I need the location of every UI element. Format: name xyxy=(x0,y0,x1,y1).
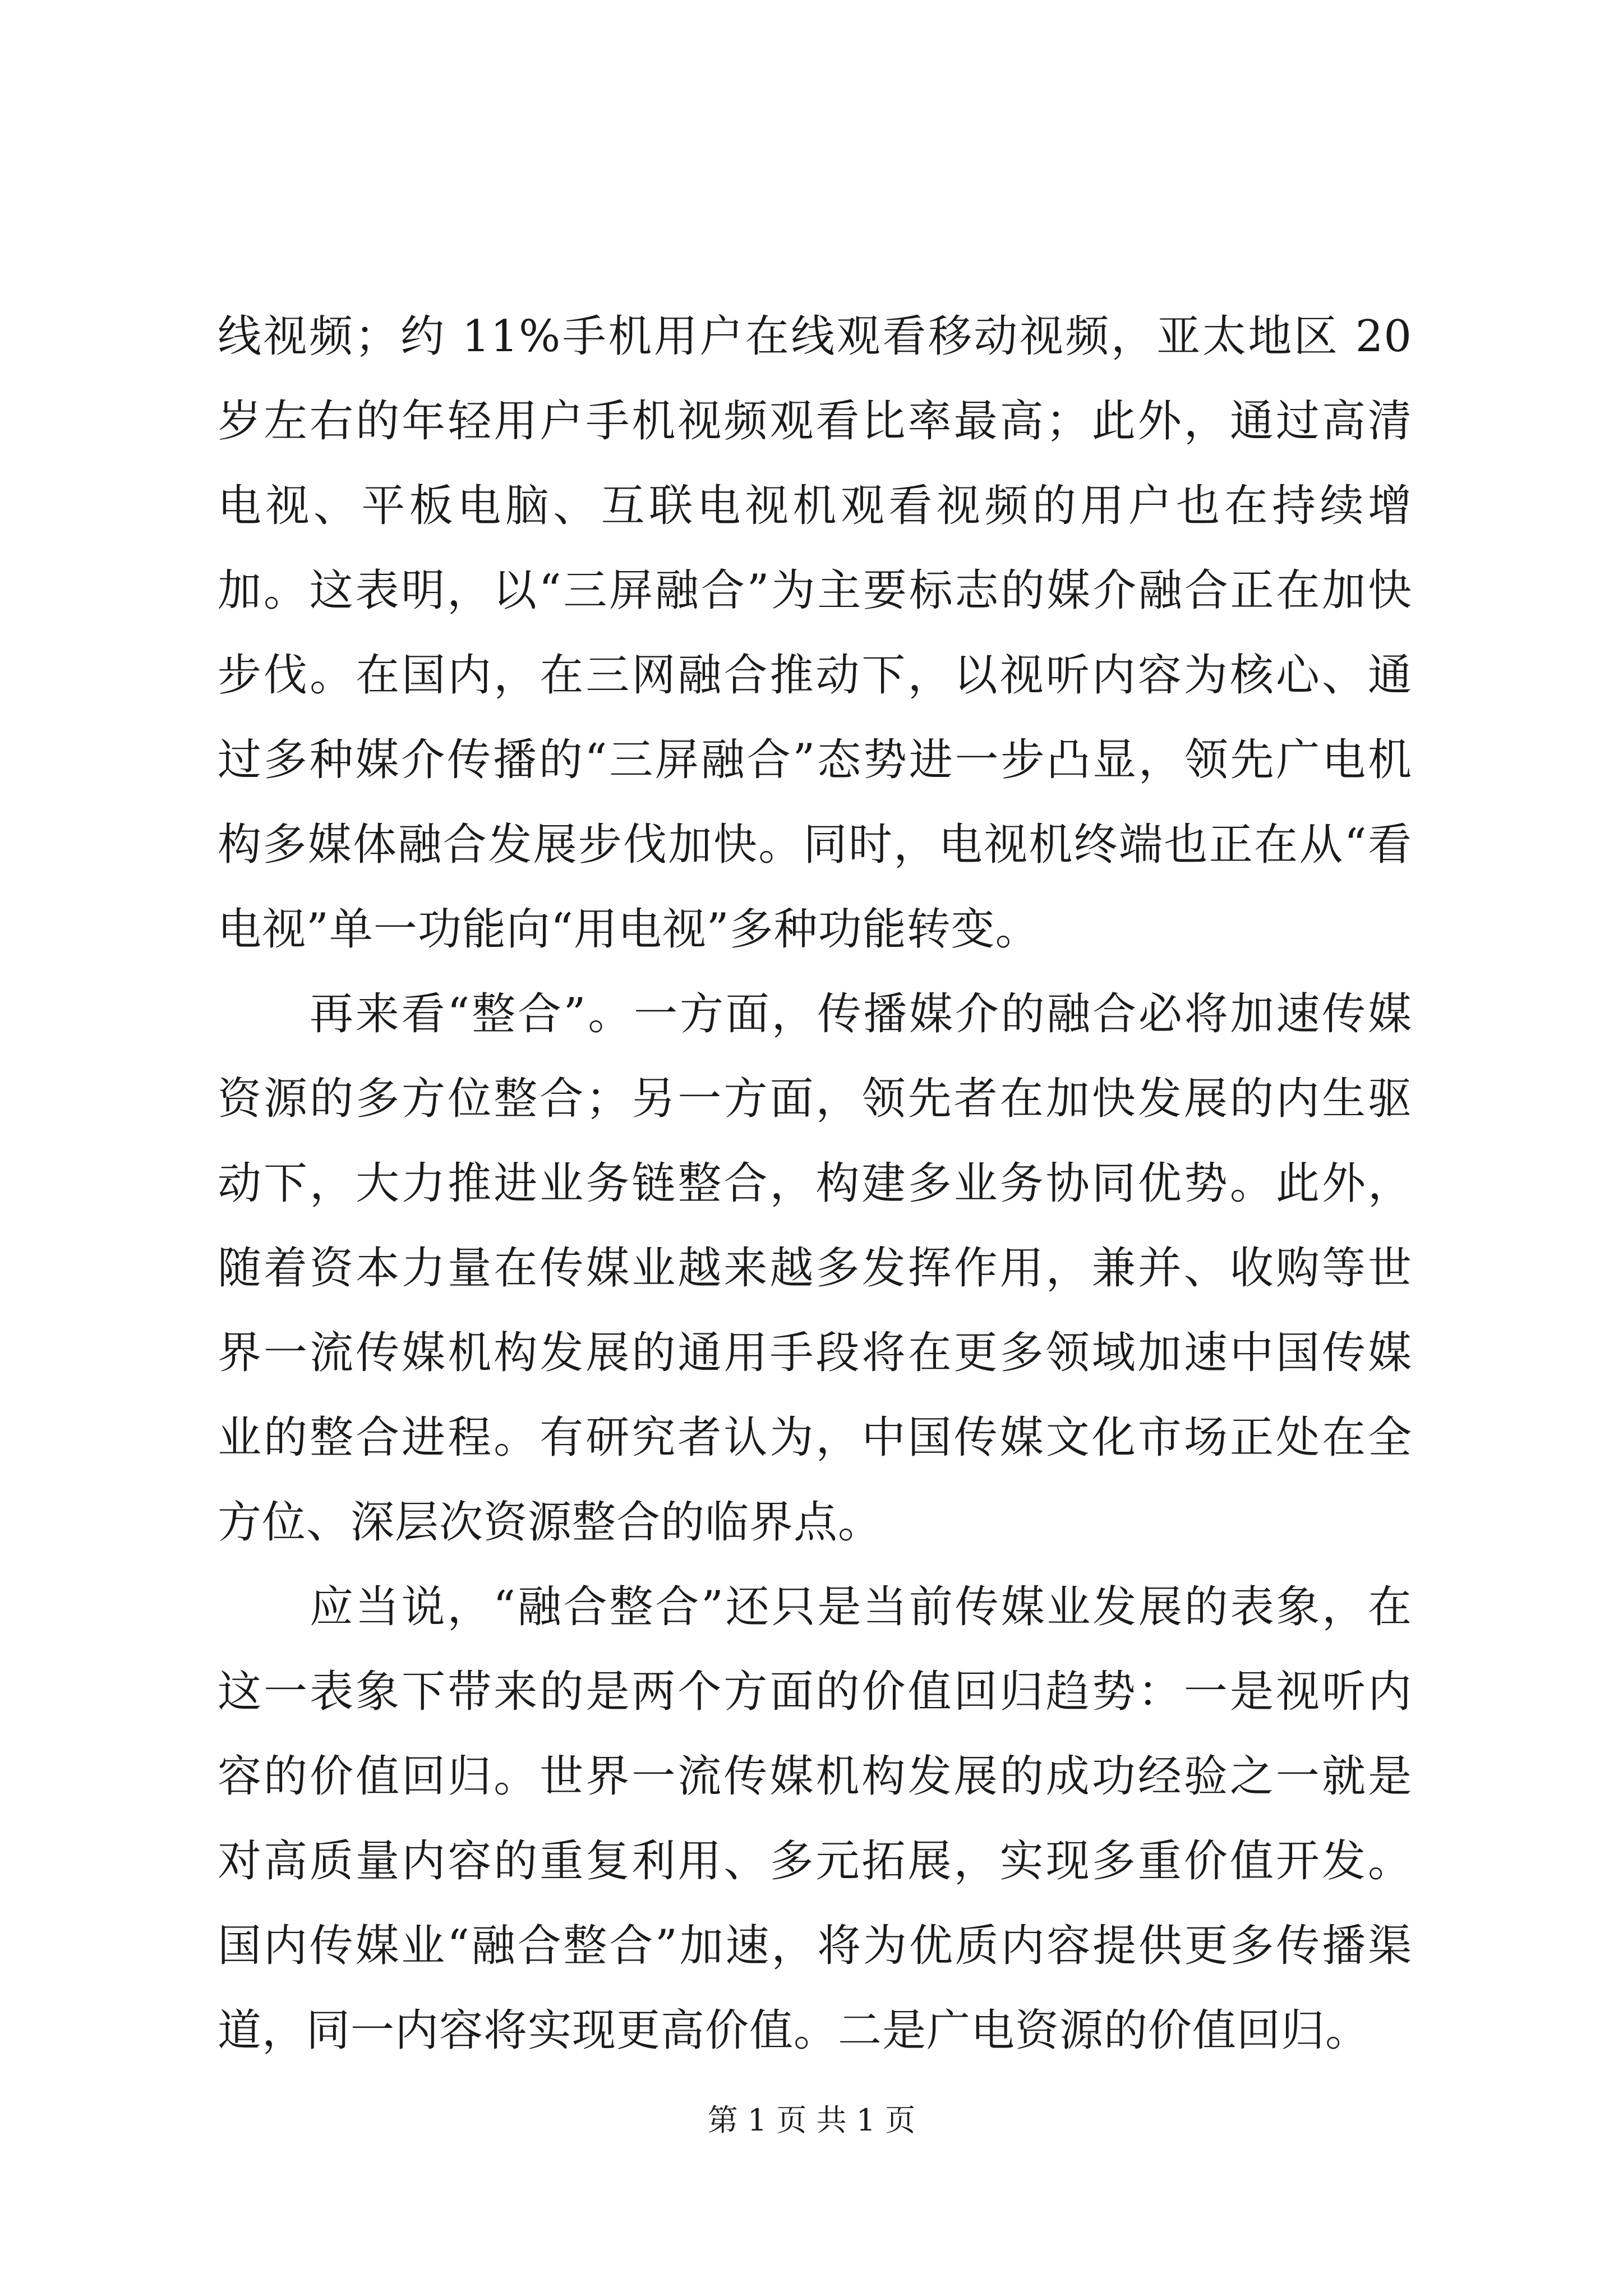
paragraph-3: 应当说，“融合整合”还只是当前传媒业发展的表象，在这一表象下带来的是两个方面的价值回归趋势：一是视听内容的价值回归。世界一流传媒机构发展的成功经验之一就是对高质量内容的重复利用、多元拓展，实现多重价值开发。国内传媒业“融合整合”加速，将为优质内容提供更多传播渠道，同一内容将实现更高价值。二是广电资源的价值回归。 xyxy=(218,1582,1412,2056)
document-body xyxy=(218,295,1412,2073)
paragraph-2: 再来看“整合”。一方面，传播媒介的融合必将加速传媒资源的多方位整合；另一方面，领先者在加快发展的内生驱动下，大力推进业务链整合，构建多业务协同优势。此外，随着资本力量在传媒业越来越多发挥作用，兼并、收购等世界一流传媒机构发展的通用手段将在更多领域加速中国传媒业的整合进程。有研究者认为，中国传媒文化市场正处在全方位、深层次资源整合的临界点。 xyxy=(218,989,1412,1548)
page-footer: 第 1 页 共 1 页 xyxy=(707,2102,916,2138)
paragraph-1: 线视频；约 11%手机用户在线观看移动视频，亚太地区 20 岁左右的年轻用户手机视频观看比率最高；此外，通过高清电视、平板电脑、互联电视机观看视频的用户也在持续增加。这表明，以“三屏融合”为主要标志的媒介融合正在加快步伐。在国内，在三网融合推动下，以视听内容为核心、通过多种媒介传播的“三屏融合”态势进一步凸显，领先广电机构多媒体融合发展步伐加快。同时，电视机终端也正在从“看电视”单一功能向“用电视”多种功能转变。 xyxy=(218,311,1412,955)
